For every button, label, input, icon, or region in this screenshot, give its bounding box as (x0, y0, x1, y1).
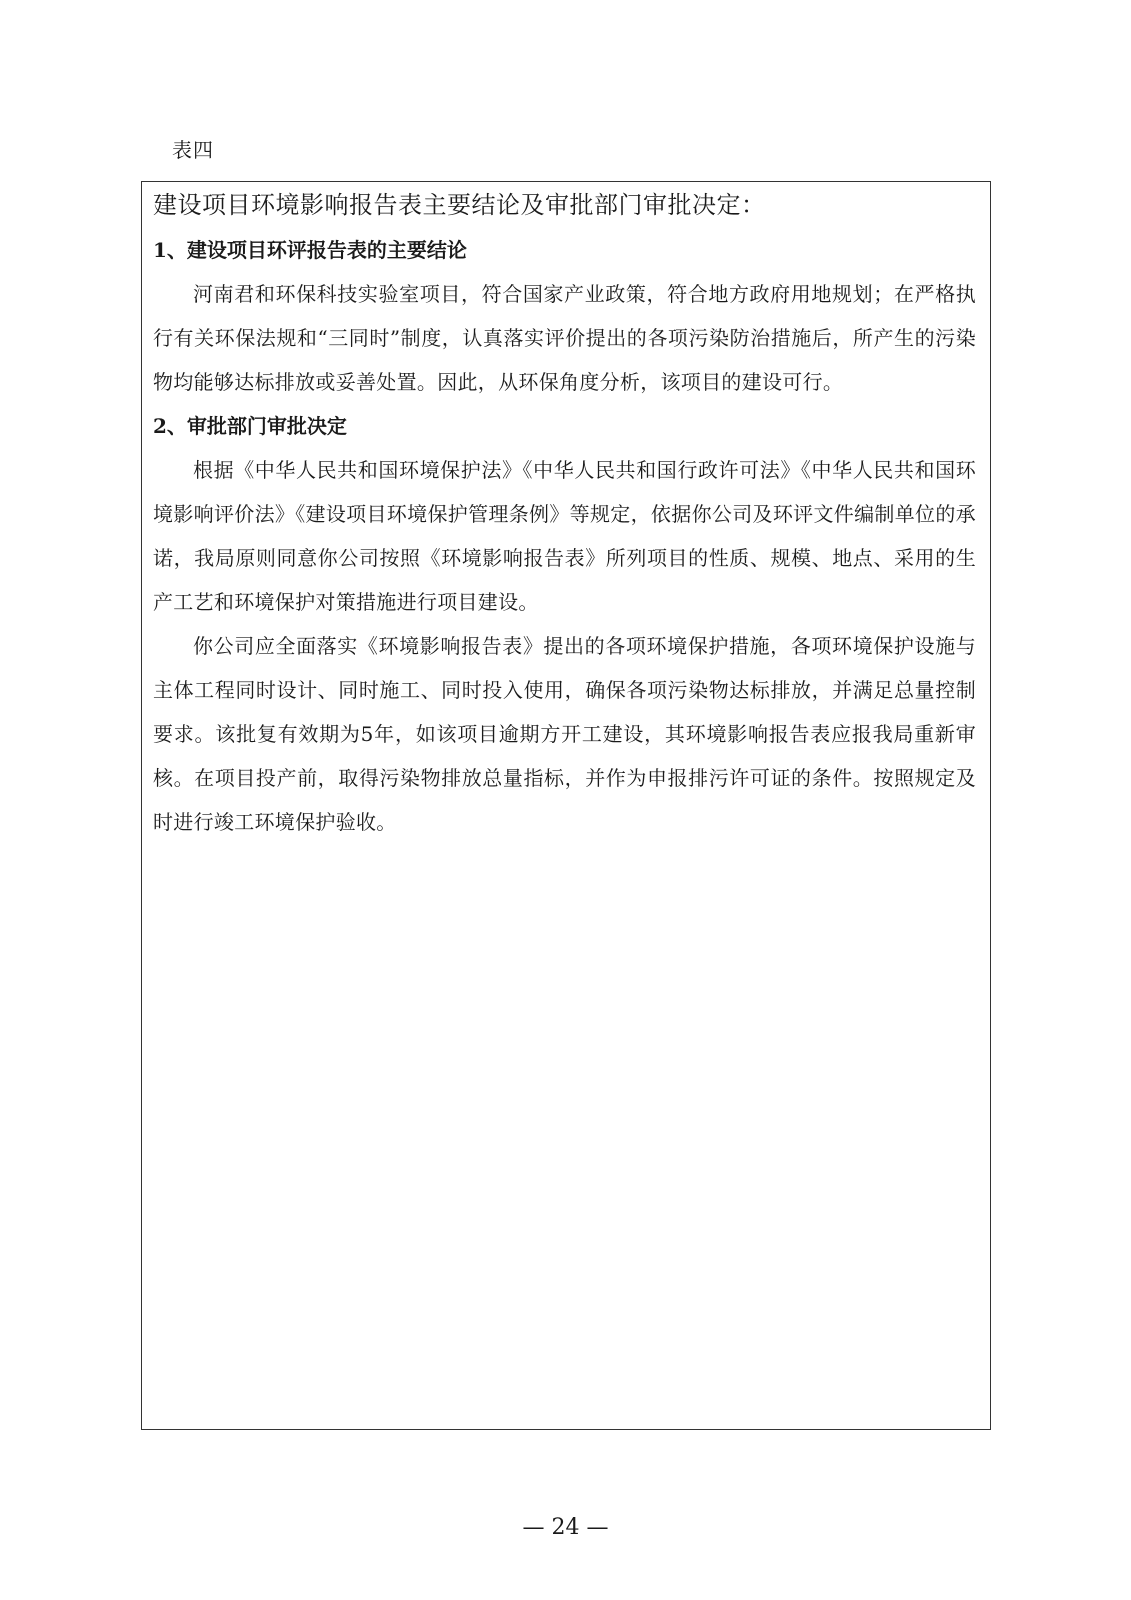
table-label: 表四 (172, 138, 214, 162)
box-title: 建设项目环境影响报告表主要结论及审批部门审批决定： (153, 191, 766, 219)
paragraph: 河南君和环保科技实验室项目，符合国家产业政策，符合地方政府用地规划；在严格执行有关环保法规和“三同时”制度，认真落实评价提出的各项污染防治措施后，所产生的污染物均能够达标排放或妥善处置。因此，从环保角度分析，该项目的建设可行。 (153, 282, 976, 394)
paragraph: 根据《中华人民共和国环境保护法》《中华人民共和国行政许可法》《中华人民共和国环境影响评价法》《建设项目环境保护管理条例》等规定，依据你公司及环评文件编制单位的承诺，我局原则同意你公司按照《环境影响报告表》所列项目的性质、规模、地点、采用的生产工艺和环境保护对策措施进行项目建设。 (153, 458, 976, 614)
conclusion-box-content (153, 186, 976, 844)
conclusion-box (141, 181, 991, 1430)
page-number: — 24 — (522, 1515, 609, 1540)
section-heading: 2、审批部门审批决定 (153, 414, 347, 438)
section-heading: 1、建设项目环评报告表的主要结论 (153, 238, 467, 262)
section-approval-decision (153, 404, 976, 844)
paragraph: 你公司应全面落实《环境影响报告表》提出的各项环境保护措施，各项环境保护设施与主体工程同时设计、同时施工、同时投入使用，确保各项污染物达标排放，并满足总量控制要求。该批复有效期为5年，如该项目逾期方开工建设，其环境影响报告表应报我局重新审核。在项目投产前，取得污染物排放总量指标，并作为申报排污许可证的条件。按照规定及时进行竣工环境保护验收。 (153, 634, 976, 834)
section-main-conclusion (153, 228, 976, 404)
